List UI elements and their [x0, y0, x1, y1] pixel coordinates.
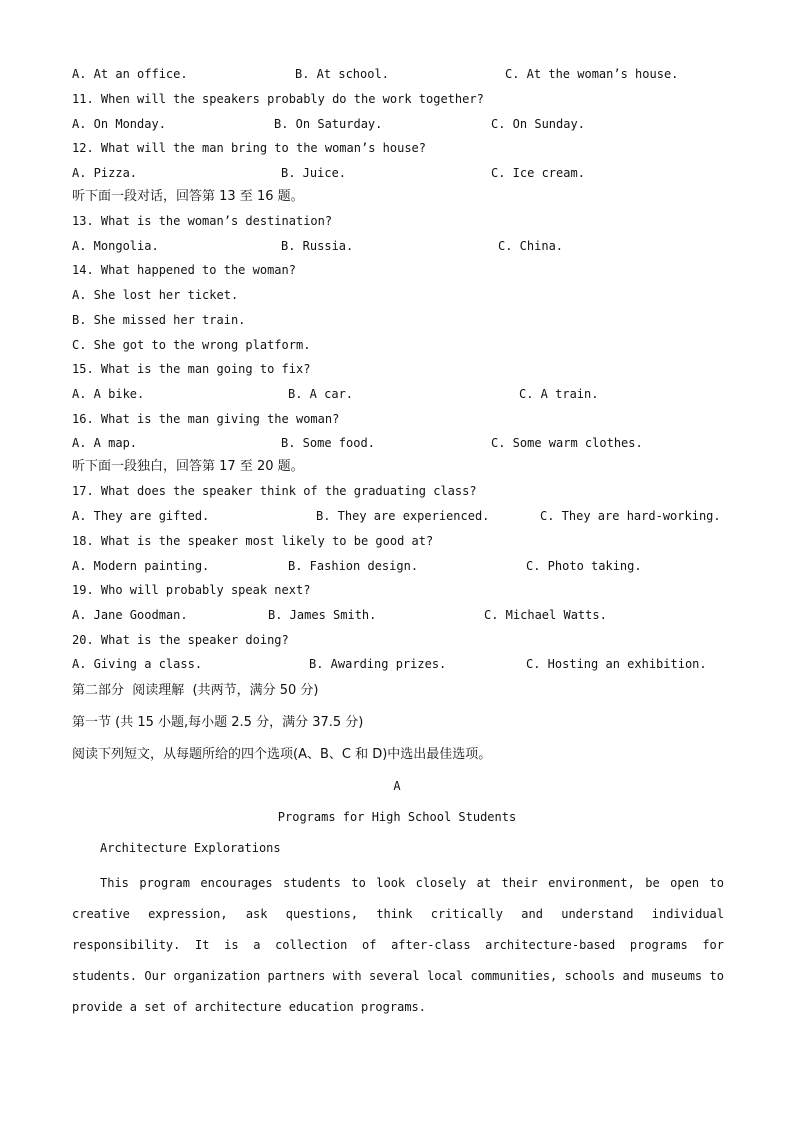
q12-option-b: B. Juice.: [281, 166, 347, 180]
q20-options: [72, 654, 732, 674]
q16-options: [72, 433, 732, 453]
q18-question: 18. What is the speaker most likely to be good at?: [72, 534, 434, 548]
q18-option-c: C. Photo taking.: [526, 559, 642, 573]
instruction-17-20: 听下面一段独白，回答第 17 至 20 题。: [72, 459, 304, 474]
q10-option-c: C. At the woman’s house.: [505, 67, 679, 81]
q19-question: 19. Who will probably speak next?: [72, 583, 311, 597]
q17-option-c: C. They are hard-working.: [540, 509, 721, 523]
q12-options: [72, 163, 732, 183]
q11-question: 11. When will the speakers probably do the work together?: [72, 92, 484, 106]
q20-option-c: C. Hosting an exhibition.: [526, 657, 707, 671]
q15-question: 15. What is the man going to fix?: [72, 362, 311, 376]
q16-option-a: A. A map.: [72, 436, 138, 450]
q19-options: [72, 605, 732, 625]
q17-option-a: A. They are gifted.: [72, 509, 210, 523]
q17-question: 17. What does the speaker think of the graduating class?: [72, 484, 477, 498]
q11-option-c: C. On Sunday.: [491, 117, 585, 131]
q14-question: 14. What happened to the woman?: [72, 263, 296, 277]
q15-option-b: B. A car.: [288, 387, 354, 401]
section1-heading: 第一节 (共 15 小题,每小题 2.5 分，满分 37.5 分): [72, 715, 364, 730]
q11-option-b: B. On Saturday.: [274, 117, 383, 131]
q14-option-b: B. She missed her train.: [72, 313, 246, 327]
reading-instruction: 阅读下列短文，从每题所给的四个选项(A、B、C 和 D)中选出最佳选项。: [72, 747, 492, 762]
q13-option-a: A. Mongolia.: [72, 239, 159, 253]
passage-paragraph: This program encourages students to look closely at their environment, be open to creative expression, ask questions, think critically and understand individual responsibility. It is a collection of after-class architecture-based programs for students. Our organization partners with several local communities, schools and museums to provide a set of architecture education programs.: [72, 876, 724, 1014]
q18-option-a: A. Modern painting.: [72, 559, 210, 573]
q13-options: [72, 236, 732, 256]
instruction-13-16: 听下面一段对话，回答第 13 至 16 题。: [72, 189, 304, 204]
q16-option-c: C. Some warm clothes.: [491, 436, 643, 450]
q12-option-a: A. Pizza.: [72, 166, 138, 180]
q13-option-c: C. China.: [498, 239, 564, 253]
passage-subheading: Architecture Explorations: [100, 841, 281, 855]
q16-question: 16. What is the man giving the woman?: [72, 412, 340, 426]
q12-question: 12. What will the man bring to the woman’s house?: [72, 141, 427, 155]
q12-option-c: C. Ice cream.: [491, 166, 585, 180]
q13-option-b: B. Russia.: [281, 239, 354, 253]
q20-option-b: B. Awarding prizes.: [309, 657, 447, 671]
q18-options: [72, 556, 732, 576]
q15-option-c: C. A train.: [519, 387, 599, 401]
passage-title: Programs for High School Students: [277, 810, 517, 824]
q15-option-a: A. A bike.: [72, 387, 145, 401]
q10-option-a: A. At an office.: [72, 67, 188, 81]
q19-option-a: A. Jane Goodman.: [72, 608, 188, 622]
q11-option-a: A. On Monday.: [72, 117, 166, 131]
q20-option-a: A. Giving a class.: [72, 657, 203, 671]
q11-options: [72, 114, 732, 134]
q14-option-c: C. She got to the wrong platform.: [72, 338, 311, 352]
q19-option-c: C. Michael Watts.: [484, 608, 607, 622]
q14-option-a: A. She lost her ticket.: [72, 288, 239, 302]
q20-question: 20. What is the speaker doing?: [72, 633, 289, 647]
q15-options: [72, 384, 732, 404]
q10-options: [72, 64, 732, 84]
passage-label: A: [393, 779, 401, 793]
q18-option-b: B. Fashion design.: [288, 559, 419, 573]
q13-question: 13. What is the woman’s destination?: [72, 214, 333, 228]
q10-option-b: B. At school.: [295, 67, 389, 81]
q19-option-b: B. James Smith.: [268, 608, 377, 622]
q17-option-b: B. They are experienced.: [316, 509, 490, 523]
q16-option-b: B. Some food.: [281, 436, 375, 450]
q17-options: [72, 506, 732, 526]
part2-heading: 第二部分 阅读理解 (共两节，满分 50 分): [72, 683, 319, 698]
